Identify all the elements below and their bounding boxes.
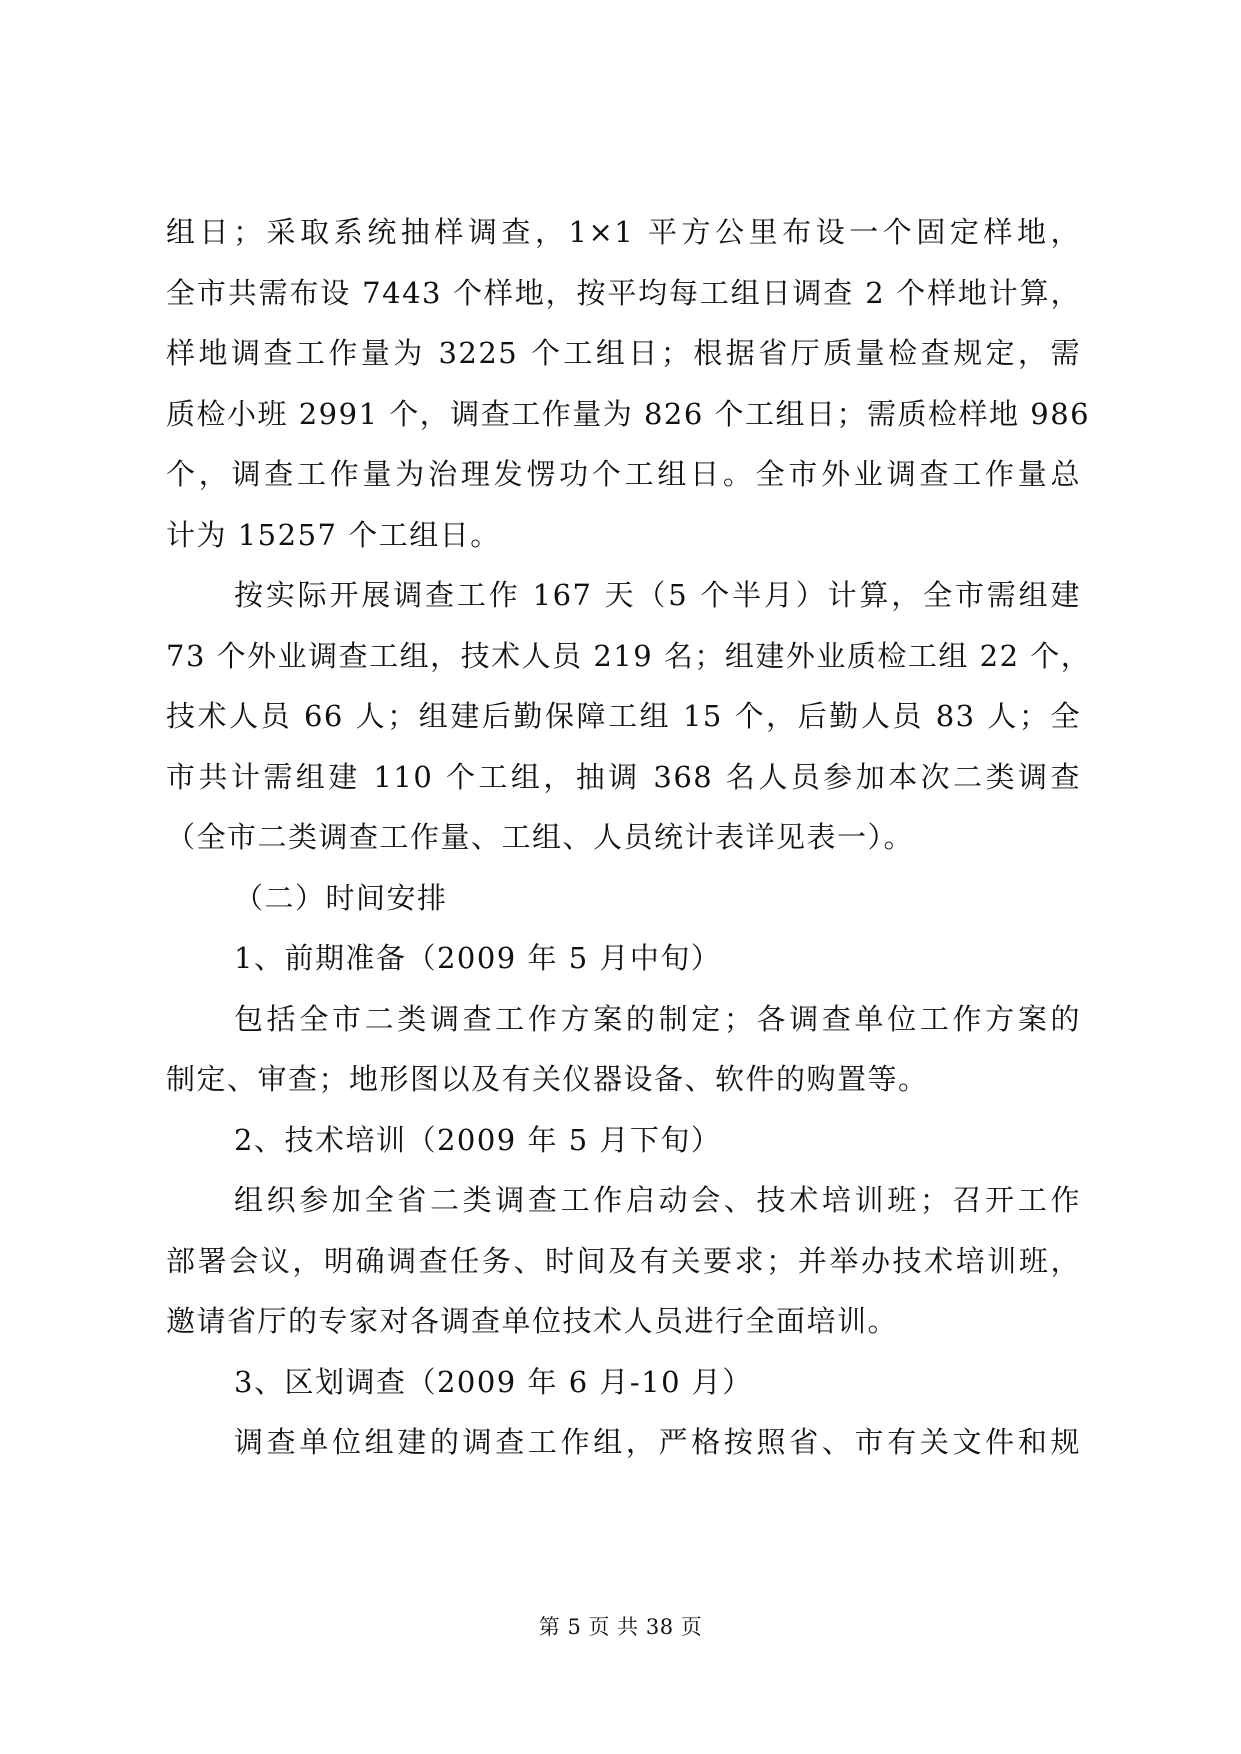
text-line: 制定、审查；地形图以及有关仪器设备、软件的购置等。 [166,1062,929,1096]
text-line: 质检小班 2991 个，调查工作量为 826 个工组日；需质检样地 986 [166,396,1091,431]
text-line: 调查单位组建的调查工作组，严格按照省、市有关文件和规 [234,1425,1081,1459]
text-line: （全市二类调查工作量、工组、人员统计表详见表一）。 [166,820,915,854]
subsection-heading: 2、技术培训（2009 年 5 月下旬） [234,1122,722,1157]
text-line: 部署会议，明确调查任务、时间及有关要求；并举办技术培训班， [166,1243,1081,1278]
text-line: 组日；采取系统抽样调查，1×1 平方公里布设一个固定样地， [166,215,1081,249]
subsection-heading: 1、前期准备（2009 年 5 月中旬） [234,941,722,975]
text-line: 73 个外业调查工组，技术人员 219 名；组建外业质检工组 22 个， [166,638,1092,673]
text-line: 市共计需组建 110 个工组，抽调 368 名人员参加本次二类调查 [166,759,1081,794]
text-line: 个，调查工作量为治理发愣功个工组日。全市外业调查工作量总 [166,457,1081,491]
text-line: 全市共需布设 7443 个样地，按平均每工组日调查 2 个样地计算， [166,275,1081,310]
text-line: 邀请省厅的专家对各调查单位技术人员进行全面培训。 [166,1304,899,1338]
text-line: 计为 15257 个工组日。 [166,517,501,552]
text-line: 按实际开展调查工作 167 天（5 个半月）计算，全市需组建 [234,578,1081,612]
text-line: 包括全市二类调查工作方案的制定；各调查单位工作方案的 [234,1001,1081,1036]
text-line: 组织参加全省二类调查工作启动会、技术培训班；召开工作 [234,1183,1081,1217]
text-line: 技术人员 66 人；组建后勤保障工组 15 个，后勤人员 83 人；全 [166,699,1081,733]
section-heading: （二）时间安排 [234,880,448,915]
text-line: 样地调查工作量为 3225 个工组日；根据省厅质量检查规定，需 [166,336,1081,370]
subsection-heading: 3、区划调查（2009 年 6 月-10 月） [234,1364,753,1399]
page-footer: 第 5 页 共 38 页 [538,1615,703,1639]
document-body [166,202,1092,1473]
